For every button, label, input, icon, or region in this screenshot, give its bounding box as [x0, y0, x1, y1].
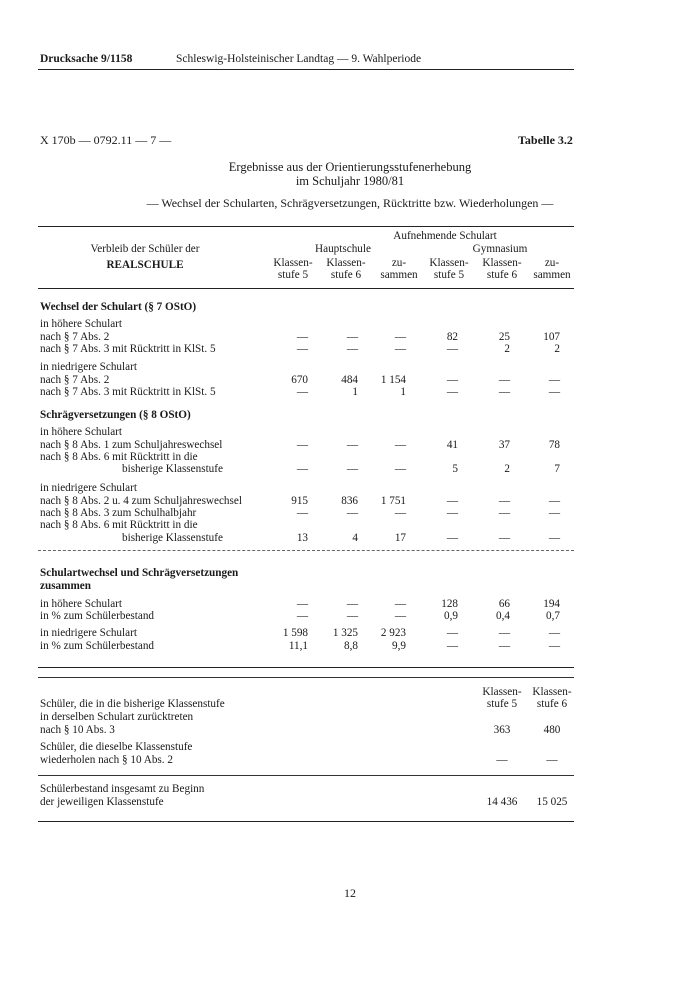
row-label-cont: nach § 10 Abs. 3 — [40, 724, 115, 736]
cell: — — [446, 640, 458, 652]
cell: — — [394, 598, 406, 610]
cell: — — [296, 331, 308, 343]
col-header: sammen — [533, 269, 571, 281]
cell: — — [446, 532, 458, 544]
cell: — — [446, 627, 458, 639]
col-header: stufe 5 — [433, 269, 465, 281]
cell: 2 923 — [380, 627, 406, 639]
cell: — — [394, 331, 406, 343]
row-label: in % zum Schülerbestand — [40, 640, 155, 652]
row-label-cont: der jeweiligen Klassenstufe — [40, 796, 164, 808]
lower-table-bottom-rule — [38, 821, 574, 822]
cell: — — [546, 754, 558, 766]
cell: 0,9 — [444, 610, 458, 622]
cell: 15 025 — [536, 796, 568, 808]
cell: — — [346, 331, 358, 343]
header-bottom-rule — [38, 288, 574, 289]
cell: 17 — [394, 532, 406, 544]
cell: — — [446, 386, 458, 398]
row-label: in niedrigere Schulart — [40, 627, 137, 639]
cell: — — [548, 507, 560, 519]
row-label: nach § 7 Abs. 3 mit Rücktritt in KlSt. 5 — [40, 386, 216, 398]
cell: 0,7 — [546, 610, 560, 622]
realschule-heading: REALSCHULE — [106, 259, 184, 271]
reference-code: X 170b — 0792.11 — 7 — — [40, 133, 172, 147]
cell: 8,8 — [344, 640, 358, 652]
cell: 9,9 — [392, 640, 406, 652]
cell: 836 — [341, 495, 358, 507]
cell: 1 — [400, 386, 406, 398]
col-header: stufe 6 — [486, 269, 518, 281]
landtag-label: Schleswig-Holsteinischer Landtag — 9. Wahlperiode — [176, 53, 422, 65]
col-header: stufe 6 — [330, 269, 362, 281]
cell: — — [296, 598, 308, 610]
subgroup-label: in niedrigere Schulart — [40, 361, 137, 373]
section-divider — [38, 550, 574, 551]
page-number: 12 — [344, 886, 356, 900]
col-header: sammen — [380, 269, 418, 281]
header-rule — [38, 69, 574, 70]
cell: 1 751 — [380, 495, 406, 507]
cell: — — [346, 439, 358, 451]
title-line-1: Ergebnisse aus der Orientierungsstufenerhebung — [228, 160, 472, 174]
cell: 82 — [446, 331, 458, 343]
cell: 14 436 — [486, 796, 518, 808]
section-heading: Wechsel der Schulart (§ 7 OStO) — [40, 301, 197, 313]
cell: — — [446, 343, 458, 355]
col-header: Klassen- — [532, 686, 572, 698]
col-header: stufe 6 — [536, 698, 568, 710]
cell: — — [498, 532, 510, 544]
cell: — — [498, 640, 510, 652]
table-top-rule — [38, 226, 574, 227]
col-header: Klassen- — [482, 686, 522, 698]
col-header: zu- — [544, 257, 560, 269]
hauptschule-heading: Hauptschule — [315, 243, 371, 255]
table-bottom-rule — [38, 667, 574, 668]
cell: 107 — [543, 331, 560, 343]
drucksache-label: Drucksache 9/1158 — [40, 53, 133, 65]
cell: 4 — [352, 532, 358, 544]
col-header: Klassen- — [429, 257, 469, 269]
cell: 7 — [554, 463, 560, 475]
row-label: Schüler, die dieselbe Klassenstufe — [40, 741, 193, 753]
cell: — — [548, 386, 560, 398]
section-heading: Schulartwechsel und Schrägversetzungen — [40, 567, 239, 579]
cell: 41 — [446, 439, 458, 451]
row-label: nach § 8 Abs. 6 mit Rücktritt in die — [40, 519, 198, 531]
cell: — — [548, 495, 560, 507]
cell: — — [394, 610, 406, 622]
row-label: nach § 8 Abs. 3 zum Schulhalbjahr — [40, 507, 197, 519]
title-line-2: im Schuljahr 1980/81 — [295, 174, 405, 188]
row-label: Schülerbestand insgesamt zu Beginn — [40, 783, 205, 795]
row-label: Schüler, die in die bisherige Klassenstufe — [40, 698, 225, 710]
cell: 484 — [341, 374, 358, 386]
cell: 0,4 — [496, 610, 510, 622]
cell: — — [548, 627, 560, 639]
cell: — — [296, 343, 308, 355]
cell: 1 598 — [282, 627, 308, 639]
row-label: in höhere Schulart — [40, 598, 123, 610]
row-label: nach § 8 Abs. 2 u. 4 zum Schuljahreswechsel — [40, 495, 242, 507]
row-label: nach § 7 Abs. 3 mit Rücktritt in KlSt. 5 — [40, 343, 216, 355]
table-number: Tabelle 3.2 — [518, 133, 573, 147]
cell: — — [496, 754, 508, 766]
cell: — — [296, 386, 308, 398]
cell: 13 — [296, 532, 308, 544]
cell: — — [296, 463, 308, 475]
section-heading-cont: zusammen — [40, 580, 91, 592]
cell: — — [498, 386, 510, 398]
cell: 66 — [498, 598, 510, 610]
cell: 2 — [504, 343, 510, 355]
cell: 480 — [543, 724, 561, 736]
col-header: Klassen- — [482, 257, 522, 269]
col-header: zu- — [391, 257, 407, 269]
cell: — — [296, 610, 308, 622]
col-header: stufe 5 — [277, 269, 309, 281]
cell: — — [498, 374, 510, 386]
cell: — — [394, 463, 406, 475]
cell: — — [446, 374, 458, 386]
col-header: Klassen- — [273, 257, 313, 269]
cell: 363 — [493, 724, 511, 736]
col-header: Klassen- — [326, 257, 366, 269]
row-label: in % zum Schülerbestand — [40, 610, 155, 622]
cell: — — [346, 598, 358, 610]
cell: 194 — [543, 598, 560, 610]
cell: — — [394, 343, 406, 355]
row-divider — [38, 775, 574, 776]
cell: — — [346, 507, 358, 519]
cell: — — [346, 610, 358, 622]
row-label-cont: bisherige Klassenstufe — [122, 532, 223, 544]
row-label-cont: in derselben Schulart zurücktreten — [40, 711, 194, 723]
cell: 5 — [452, 463, 458, 475]
cell: — — [296, 439, 308, 451]
subtitle: — Wechsel der Schularten, Schrägversetzungen, Rücktritte bzw. Wiederholungen — — [146, 196, 554, 210]
cell: 25 — [498, 331, 510, 343]
cell: — — [498, 507, 510, 519]
section-heading: Schrägversetzungen (§ 8 OStO) — [40, 409, 191, 421]
cell: 128 — [441, 598, 458, 610]
cell: 2 — [504, 463, 510, 475]
cell: — — [548, 532, 560, 544]
cell: — — [548, 640, 560, 652]
cell: — — [296, 507, 308, 519]
col-header: stufe 5 — [486, 698, 518, 710]
cell: 1 154 — [380, 374, 406, 386]
cell: — — [346, 463, 358, 475]
verbleib-heading: Verbleib der Schüler der — [90, 243, 200, 255]
cell: 37 — [498, 439, 510, 451]
aufnehmende-schulart-heading: Aufnehmende Schulart — [393, 230, 497, 242]
cell: — — [394, 507, 406, 519]
cell: — — [346, 343, 358, 355]
cell: — — [446, 507, 458, 519]
subgroup-label: in höhere Schulart — [40, 426, 123, 438]
row-label: nach § 7 Abs. 2 — [40, 374, 110, 386]
cell: 1 325 — [332, 627, 358, 639]
cell: 1 — [352, 386, 358, 398]
cell: 78 — [548, 439, 560, 451]
cell: 915 — [291, 495, 308, 507]
row-label: nach § 8 Abs. 1 zum Schuljahreswechsel — [40, 439, 223, 451]
cell: 11,1 — [288, 640, 308, 652]
subgroup-label: in niedrigere Schulart — [40, 482, 137, 494]
row-label-cont: wiederholen nach § 10 Abs. 2 — [40, 754, 173, 766]
cell: — — [394, 439, 406, 451]
row-label: nach § 8 Abs. 6 mit Rücktritt in die — [40, 451, 198, 463]
cell: — — [498, 627, 510, 639]
cell: — — [498, 495, 510, 507]
lower-table-top-rule — [38, 677, 574, 678]
cell: — — [446, 495, 458, 507]
gymnasium-heading: Gymnasium — [472, 243, 528, 255]
cell: 2 — [554, 343, 560, 355]
row-label: nach § 7 Abs. 2 — [40, 331, 110, 343]
row-label-cont: bisherige Klassenstufe — [122, 463, 223, 475]
subgroup-label: in höhere Schulart — [40, 318, 123, 330]
cell: — — [548, 374, 560, 386]
cell: 670 — [291, 374, 308, 386]
